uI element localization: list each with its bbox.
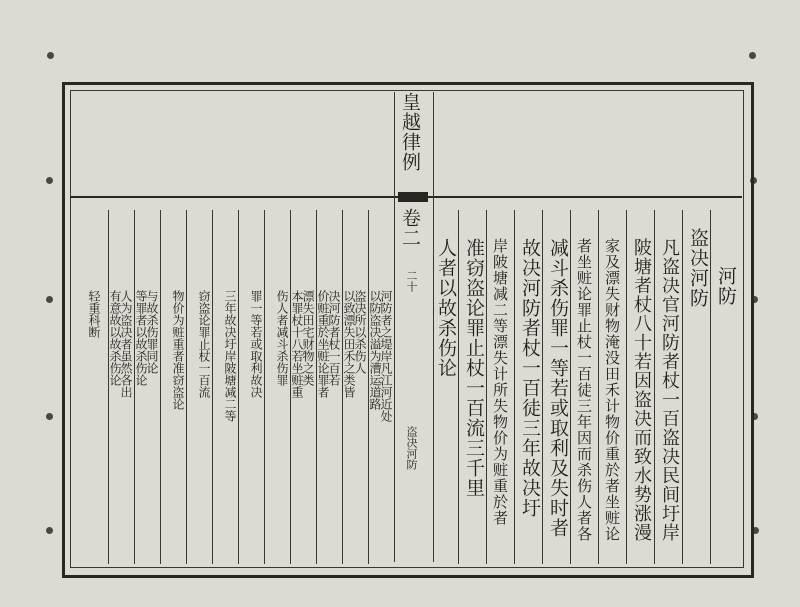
binding-hole [47,52,54,59]
commentary-column: 决河防者杖一百若 [327,290,341,386]
text-column: 减斗杀伤罪一等若或取利及失时者 [547,238,569,538]
column-rule [626,210,627,564]
column-rule [134,210,135,564]
fold-line-left [394,92,395,562]
column-rule [710,210,711,564]
binding-hole [46,527,53,534]
fishtail-mark [398,192,428,202]
volume-number: 卷二 [399,208,421,248]
commentary-column: 漂失田宅财物之类 [301,290,315,386]
column-rule [542,210,543,564]
book-title: 皇越律例 [399,92,421,172]
column-rule [160,210,161,564]
column-rule [570,210,571,564]
column-rule [486,210,487,564]
commentary-column: 本罪杖十八若坐赃重 [290,290,304,398]
binding-hole [46,296,53,303]
column-rule [458,210,459,564]
column-rule [654,210,655,564]
text-column: 者坐赃论罪止杖一百徒三年因而杀伤人者各 [575,238,593,542]
commentary-column: 窃盗论罪止杖一百流 [197,290,211,398]
commentary-column: 以致漂失田禾之类皆 [342,290,356,398]
text-column: 人者以故杀伤论 [435,238,457,378]
column-rule [682,210,683,564]
commentary-column: 与故杀伤罪同论 [145,290,159,374]
fold-line-right [433,92,434,562]
text-column: 故决河防者杖一百徒三年故决圩 [519,238,541,518]
commentary-column: 价赃重於坐赃论罪者 [316,290,330,398]
leaf-number: 二十 [405,270,418,292]
binding-hole [46,177,53,184]
text-column: 岸陂塘减二等漂失计所失物价为赃重於者 [491,238,509,526]
column-rule [212,210,213,564]
text-column: 盗决河防 [687,228,709,308]
center-fold [396,92,432,562]
commentary-column: 有意故以故杀伤论 [108,290,122,386]
commentary-column: 盗决所以杀伤人 [353,290,367,374]
text-column: 河防 [715,266,737,306]
binding-hole [749,52,756,59]
commentary-column: 三年故决圩岸陂塘减二等 [223,290,237,422]
column-rule [108,210,109,564]
commentary-column: 罪一等若或取利故决 [249,290,263,398]
section-name: 盗决河防 [405,426,418,470]
text-column: 凡盗决官河防者杖一百盗决民间圩岸 [659,238,680,542]
binding-hole [46,413,53,420]
commentary-column: 河防者之堤岸凡江河近处 [379,290,393,422]
commentary-column: 伤人者减斗杀伤罪 [275,290,289,386]
text-column: 家及漂失财物淹没田禾计物价重於者坐赃论 [603,238,621,542]
text-column: 准窃盗论罪止杖一百流三千里 [463,238,485,498]
column-rule [514,210,515,564]
commentary-column: 轻重科断 [87,290,101,338]
column-rule [186,210,187,564]
commentary-column: 等罪者以故杀伤论 [134,290,148,386]
column-rule [598,210,599,564]
commentary-column: 以防盗决溢为漕运道路 [368,290,382,410]
column-rule [238,210,239,564]
text-column: 陂塘者杖八十若因盗决而致水势涨漫 [631,238,652,542]
column-rule [264,210,265,564]
commentary-column: 物价为赃重者准窃盗论 [171,290,185,410]
commentary-column: 人为盗决者虽然各出 [119,290,133,398]
